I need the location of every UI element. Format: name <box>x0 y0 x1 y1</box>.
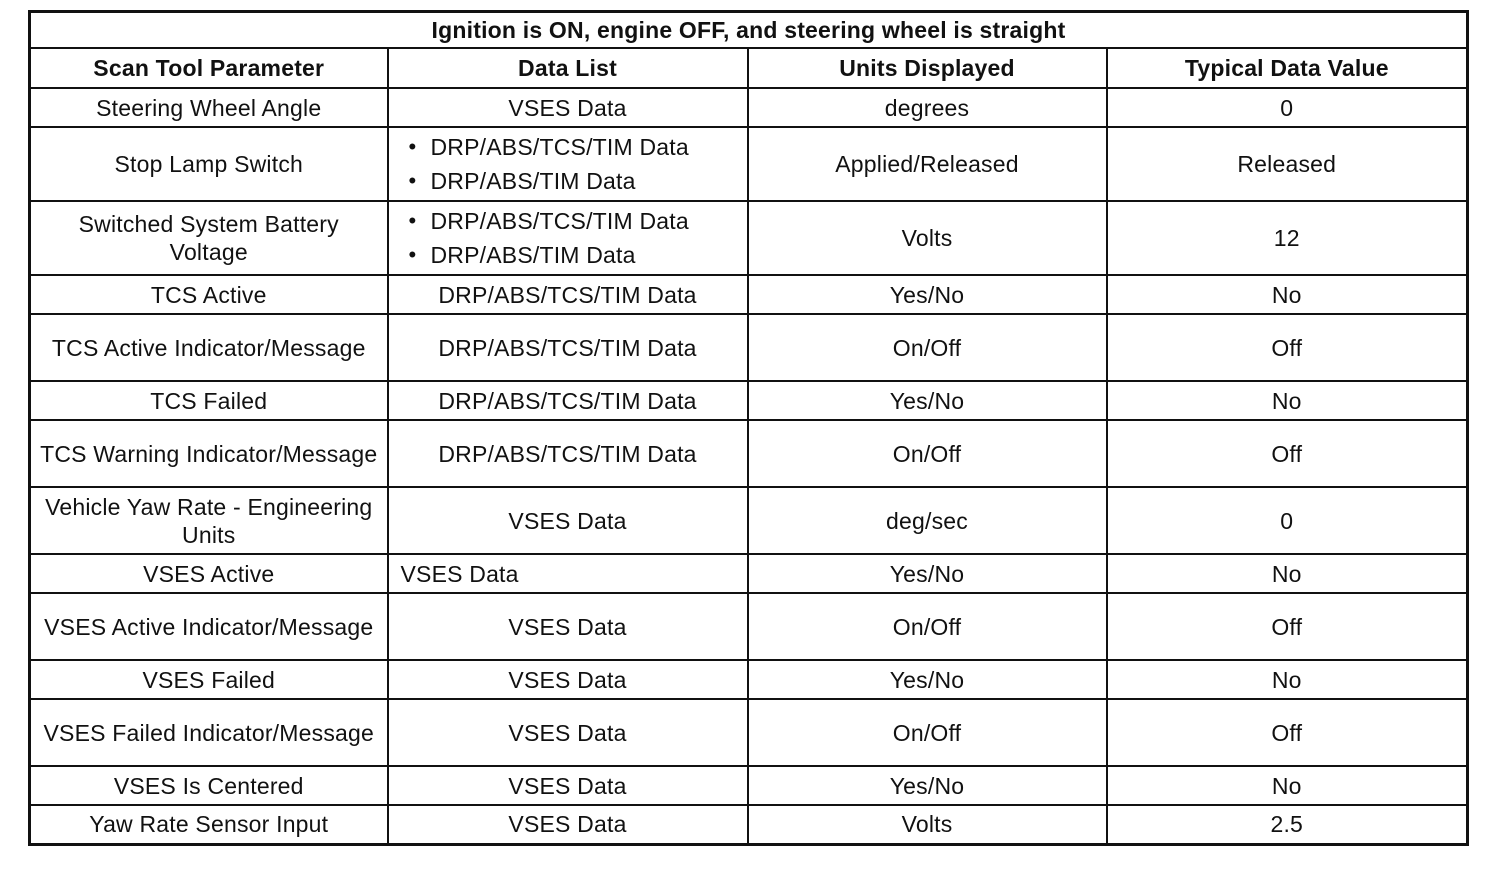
cell-data-list <box>388 127 748 201</box>
column-header-row <box>30 48 1468 88</box>
cell-data-list: VSES Data <box>388 554 748 593</box>
table-row <box>30 487 1468 554</box>
column-header-data-list: Data List <box>388 48 748 88</box>
cell-value: 12 <box>1107 201 1468 275</box>
table-row <box>30 699 1468 766</box>
cell-units: Yes/No <box>748 554 1107 593</box>
cell-units: Yes/No <box>748 660 1107 699</box>
cell-parameter: TCS Warning Indicator/Message <box>30 420 388 487</box>
cell-data-list: DRP/ABS/TCS/TIM Data <box>388 314 748 381</box>
scan-tool-data-table <box>28 10 1469 846</box>
cell-value: Released <box>1107 127 1468 201</box>
cell-value: Off <box>1107 420 1468 487</box>
cell-parameter: VSES Failed Indicator/Message <box>30 699 388 766</box>
cell-parameter: TCS Active <box>30 275 388 314</box>
cell-parameter: TCS Failed <box>30 381 388 420</box>
data-list-item: • DRP/ABS/TIM Data <box>431 238 741 272</box>
cell-parameter: Steering Wheel Angle <box>30 88 388 127</box>
cell-data-list: VSES Data <box>388 88 748 127</box>
table-row <box>30 660 1468 699</box>
table-row <box>30 275 1468 314</box>
cell-value: No <box>1107 554 1468 593</box>
table-title-row <box>30 12 1468 49</box>
cell-value: Off <box>1107 314 1468 381</box>
table-row <box>30 314 1468 381</box>
cell-parameter: Switched System Battery Voltage <box>30 201 388 275</box>
cell-units: On/Off <box>748 699 1107 766</box>
cell-parameter: TCS Active Indicator/Message <box>30 314 388 381</box>
data-list-item: • DRP/ABS/TIM Data <box>431 164 741 198</box>
cell-data-list: DRP/ABS/TCS/TIM Data <box>388 420 748 487</box>
cell-value: 0 <box>1107 88 1468 127</box>
table-body <box>30 88 1468 844</box>
data-list-bullets <box>395 204 741 272</box>
data-list-bullets <box>395 130 741 198</box>
cell-data-list: VSES Data <box>388 699 748 766</box>
cell-parameter: VSES Failed <box>30 660 388 699</box>
table-row <box>30 201 1468 275</box>
cell-units: On/Off <box>748 420 1107 487</box>
cell-units: Volts <box>748 805 1107 844</box>
cell-parameter: Stop Lamp Switch <box>30 127 388 201</box>
cell-value: No <box>1107 381 1468 420</box>
column-header-units: Units Displayed <box>748 48 1107 88</box>
table-title: Ignition is ON, engine OFF, and steering wheel is straight <box>30 12 1468 49</box>
column-header-parameter: Scan Tool Parameter <box>30 48 388 88</box>
table-row <box>30 88 1468 127</box>
table-row <box>30 593 1468 660</box>
data-list-item: • DRP/ABS/TCS/TIM Data <box>431 130 741 164</box>
cell-value: 2.5 <box>1107 805 1468 844</box>
cell-parameter: VSES Active <box>30 554 388 593</box>
cell-units: degrees <box>748 88 1107 127</box>
cell-data-list: VSES Data <box>388 487 748 554</box>
cell-data-list: VSES Data <box>388 593 748 660</box>
cell-units: On/Off <box>748 314 1107 381</box>
data-list-item: • DRP/ABS/TCS/TIM Data <box>431 204 741 238</box>
cell-data-list: DRP/ABS/TCS/TIM Data <box>388 275 748 314</box>
cell-parameter: Yaw Rate Sensor Input <box>30 805 388 844</box>
cell-data-list: VSES Data <box>388 766 748 805</box>
cell-value: 0 <box>1107 487 1468 554</box>
table-row <box>30 554 1468 593</box>
cell-value: No <box>1107 275 1468 314</box>
cell-units: Yes/No <box>748 766 1107 805</box>
cell-data-list: VSES Data <box>388 660 748 699</box>
table-row <box>30 127 1468 201</box>
cell-data-list: DRP/ABS/TCS/TIM Data <box>388 381 748 420</box>
table-row <box>30 766 1468 805</box>
cell-units: Applied/Released <box>748 127 1107 201</box>
cell-data-list <box>388 201 748 275</box>
cell-units: deg/sec <box>748 487 1107 554</box>
cell-value: Off <box>1107 699 1468 766</box>
cell-units: Yes/No <box>748 381 1107 420</box>
cell-value: No <box>1107 766 1468 805</box>
column-header-value: Typical Data Value <box>1107 48 1468 88</box>
cell-units: Volts <box>748 201 1107 275</box>
cell-data-list: VSES Data <box>388 805 748 844</box>
cell-value: No <box>1107 660 1468 699</box>
table-row <box>30 805 1468 844</box>
cell-parameter: VSES Active Indicator/Message <box>30 593 388 660</box>
table-row <box>30 381 1468 420</box>
cell-parameter: VSES Is Centered <box>30 766 388 805</box>
cell-value: Off <box>1107 593 1468 660</box>
cell-units: Yes/No <box>748 275 1107 314</box>
cell-units: On/Off <box>748 593 1107 660</box>
table-row <box>30 420 1468 487</box>
cell-parameter: Vehicle Yaw Rate - Engineering Units <box>30 487 388 554</box>
